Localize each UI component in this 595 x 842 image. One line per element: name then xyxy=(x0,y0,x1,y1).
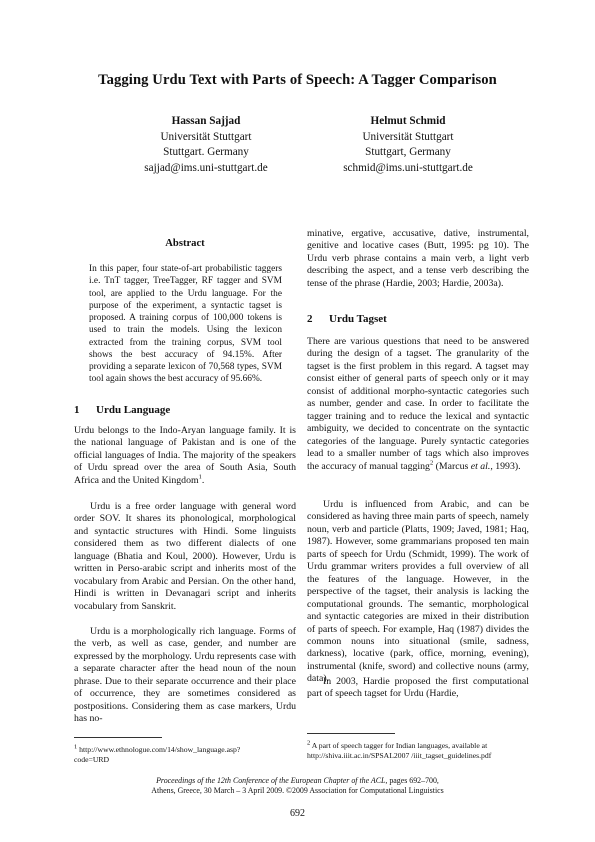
paragraph: Urdu is a morphologically rich language. Forms of the verb, as well as case, gender, and number are expressed by the morphology. Urdu represents case with a separate character after the head noun of the noun phrase. Due to their separate occurrence and their place of occurrence, they are sometimes considered as postpositions. Considering them as case markers, Urdu has no- xyxy=(74,626,296,725)
footnote-text: http://www.ethnologue.com/14/show_language.asp?code=URD xyxy=(74,745,241,764)
paragraph xyxy=(74,425,296,487)
citation-prefix: (Marcus xyxy=(433,460,471,472)
paragraph: In 2003, Hardie proposed the first computational part of speech tagset for Urdu (Hardie, xyxy=(307,676,529,700)
section-heading-2 xyxy=(307,313,387,325)
proceedings-pages: , pages 692–700, xyxy=(385,776,439,785)
author-affiliation: Universität Stuttgart xyxy=(160,130,252,143)
footnote-2 xyxy=(307,741,529,761)
proceedings-footer xyxy=(0,776,595,796)
abstract-text: In this paper, four state-of-art probabilistic taggers i.e. TnT tagger, TreeTagger, RF tagger and SVM tool, are applied to the Urdu language. For the purpose of the experiment, a syntactic tagset is proposed. A training corpus of 100,000 tokens is used to train the models. Using the lexicon extracted from the training corpus, SVM tool shows the best accuracy of 94.15%. After providing a separate lexicon of 70,568 types, SVM tool again shows the best accuracy of 95.66%. xyxy=(89,264,282,385)
citation-suffix: , 1993). xyxy=(490,460,521,472)
footer-line-1 xyxy=(0,776,595,786)
author-location: Stuttgart. Germany xyxy=(163,146,249,158)
paragraph-text: Urdu belongs to the Indo-Aryan language family. It is the national language of Pakistan and is one of the official languages of India. The majority of the speakers of Urdu spread over the area of South Asia, South Africa and the United Kingdom xyxy=(74,425,296,486)
section-title: Urdu Tagset xyxy=(329,313,387,325)
footer-line-2: Athens, Greece, 30 March – 3 April 2009. ©2009 Association for Computational Linguistics xyxy=(151,786,444,796)
footnote-number: 2 xyxy=(307,739,311,747)
author-email: sajjad@ims.uni-stuttgart.de xyxy=(144,161,268,174)
footnote-rule xyxy=(74,737,162,738)
paragraph xyxy=(307,336,529,473)
section-title: Urdu Language xyxy=(96,404,171,416)
author-name: Helmut Schmid xyxy=(370,115,446,127)
author-block-1 xyxy=(106,114,306,176)
author-email: schmid@ims.uni-stuttgart.de xyxy=(343,161,473,174)
paragraph: Urdu is a free order language with general word order SOV. It shares its phonological, morphological and syntactic structures with Hindi. Some linguists considered them as two different dialects of one language (Bhatia and Koul, 2000). However, Urdu is written in Perso-arabic script and inherits most of the vocabulary from Arabic and Persian. On the other hand, Hindi is written in Devanagari script and inherits vocabulary from Sanskrit. xyxy=(74,501,296,612)
paper-title: Tagging Urdu Text with Parts of Speech: A Tagger Comparison xyxy=(98,72,497,88)
section-number: 1 xyxy=(74,404,80,416)
section-heading-1 xyxy=(74,404,170,416)
author-affiliation: Universität Stuttgart xyxy=(362,130,454,143)
footnote-marker: 2 xyxy=(429,459,434,467)
footnote-rule xyxy=(307,733,395,734)
author-name: Hassan Sajjad xyxy=(171,115,241,127)
paragraph-text: There are various questions that need to be answered during the design of a tagset. The granularity of the tagset is the first problem in this regard. A tagset may consist either of general parts of speech only or it may consist of additional morpho-syntactic categories such as number, gender and case. In order to facilitate the tagger training and to reduce the lexical and syntactic ambiguity, we decided to concentrate on the syntactic categories of the language. Purely syntactic categories lead to a smaller number of tags which also improves the accuracy of manual tagging xyxy=(307,336,529,472)
period: . xyxy=(201,474,205,486)
footnote-marker: 1 xyxy=(198,473,202,481)
author-location: Stuttgart, Germany xyxy=(365,146,451,158)
proceedings-title: Proceedings of the 12th Conference of the European Chapter of the ACL xyxy=(156,776,386,785)
footnote-number: 1 xyxy=(74,743,78,751)
footnote-text: A part of speech tagger for Indian languages, available at http://shiva.iiit.ac.in/SPSAL2007 /iiit_tagset_guidelines.pdf xyxy=(307,741,492,760)
abstract-heading: Abstract xyxy=(165,238,205,249)
paragraph: minative, ergative, accusative, dative, instrumental, genitive and locative cases (Butt, 1995: pg 10). The Urdu verb phrase contains a main verb, a light verb describing the aspect, and a tense verb describing the tense of the phrase (Hardie, 2003; Hardie, 2003a). xyxy=(307,228,529,289)
section-number: 2 xyxy=(307,313,313,325)
paragraph: Urdu is influenced from Arabic, and can be considered as having three main parts of speech, namely noun, verb and particle (Platts, 1909; Javed, 1981; Haq, 1987). However, some grammarians proposed ten main parts of speech for Urdu (Schmidt, 1999). The work of Urdu grammar writers provides a full overview of all the features of the language. However, in the perspective of the tagset, their analysis is lacking the computational grounds. The semantic, morphological and syntactic categories are mixed in their distribution of parts of speech. For example, Haq (1987) divides the common nouns into situational (smile, sadness, darkness), locative (park, office, morning, evening), instrumental (knife, sword) and collective nouns (army, data). xyxy=(307,499,529,685)
page-number: 692 xyxy=(290,808,305,819)
footnote-1 xyxy=(74,745,274,765)
author-block-2 xyxy=(308,114,508,176)
citation-etal: et al. xyxy=(470,460,491,472)
